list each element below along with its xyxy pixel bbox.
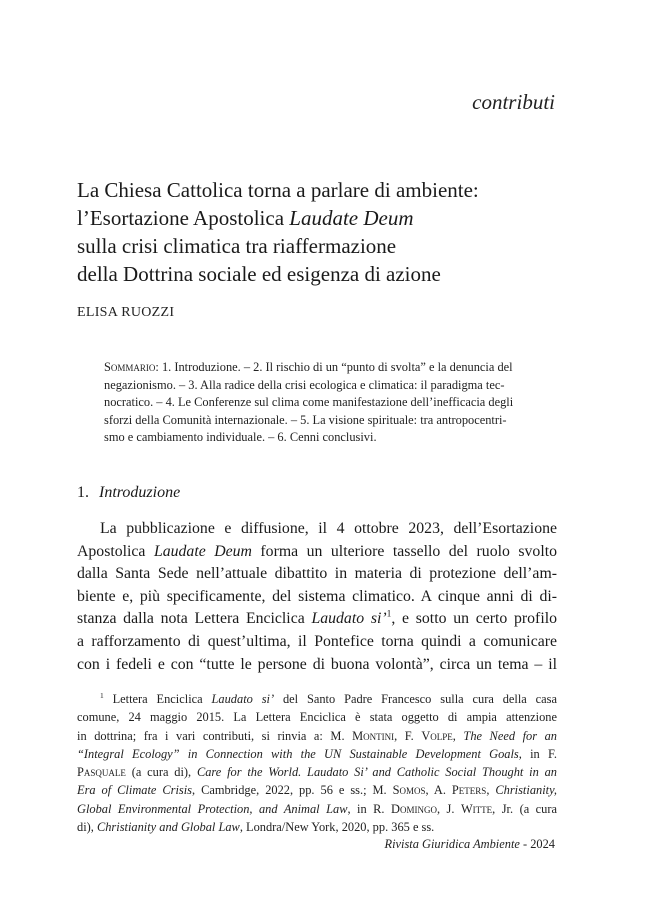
- footnote-text-run: , Cambridge, 2022, pp. 56 e ss.; M.: [192, 783, 393, 798]
- footnote-author-name: Somos: [392, 783, 426, 798]
- footnote-italic-run: Era of Climate Crisis: [77, 783, 192, 798]
- summary-line-5: smo e cambiamento individuale. – 6. Cenni conclusivi.: [104, 430, 377, 445]
- footnote-text-run: , J.: [436, 801, 461, 816]
- footnote-text-run: del Santo Padre Francesco sulla cura della casa: [274, 692, 557, 706]
- footer-separator: -: [519, 837, 531, 851]
- footnote-line-6: [77, 781, 557, 799]
- footnote-text-run: ,: [452, 728, 464, 743]
- footnote-italic-run: Laudato si’: [211, 692, 275, 706]
- footnote-line-3: [77, 727, 557, 745]
- footnote-text-run: , in R.: [347, 801, 392, 816]
- footnote-line-5: [77, 763, 557, 781]
- body-paragraph: [77, 518, 557, 676]
- body-line-3: dalla Santa Sede nell’attuale dibattito in materia di protezione dell’am-: [77, 565, 557, 583]
- title-line-3: sulla crisi climatica tra riaffermazione: [77, 234, 397, 258]
- body-line-6: a rafforzamento di quest’ultima, il Pontefice torna quindi a comunicare: [77, 632, 557, 650]
- footnote-text-run: di),: [77, 820, 97, 835]
- footnote-ref-1[interactable]: 1: [386, 610, 392, 621]
- footnote-author-name: Volpe: [421, 728, 453, 743]
- title-line-1: La Chiesa Cattolica torna a parlare di ambiente:: [77, 178, 479, 202]
- footnote-text-run: , Jr. (a cura: [492, 801, 557, 816]
- title-line-2-text: l’Esortazione Apostolica: [77, 206, 290, 230]
- summary-line-1-text: 1. Introduzione. – 2. Il rischio di un “punto di svolta” e la denuncia del: [158, 360, 513, 374]
- running-footer: [385, 837, 555, 852]
- summary-line-2: negazionismo. – 3. Alla radice della crisi ecologica e climatica: il paradigma tec-: [104, 377, 505, 392]
- footnote-author-name: Peters: [451, 783, 487, 798]
- summary-line-4: sforzi della Comunità internazionale. – 5. La visione spirituale: tra antropocentri-: [104, 412, 507, 427]
- footnote-text-run: (a cura di),: [125, 765, 197, 780]
- body-line-2: [77, 541, 557, 564]
- footnote-marker: 1: [100, 690, 104, 700]
- footnote-text-run: in F.: [521, 746, 557, 761]
- footnote-text-run: , F.: [394, 728, 422, 743]
- section-heading: [77, 484, 180, 502]
- body-text-run: , e sotto un certo profilo: [391, 610, 557, 628]
- footnote-text-run: Lettera Enciclica: [103, 692, 212, 706]
- title-work-name: Laudate Deum: [289, 206, 414, 230]
- body-line-4: biente e, più specificamente, del sistema climatico. A cinque anni di di-: [77, 587, 557, 605]
- journal-year: 2024: [530, 837, 555, 851]
- title-line-2: [77, 204, 597, 232]
- footnote-text-run: ,: [486, 783, 496, 798]
- body-italic-run: Laudato si’: [311, 610, 387, 628]
- summary-block: [104, 359, 555, 447]
- body-text-run: forma un ulteriore tassello del ruolo svolto: [251, 542, 557, 560]
- footnote-text-run: , Londra/New York, 2020, pp. 365 e ss.: [239, 820, 435, 835]
- footnote-line-2: comune, 24 maggio 2015. La Lettera Enciclica è stata oggetto di ampia attenzione: [77, 710, 557, 725]
- body-line-1: La pubblicazione e diffusione, il 4 ottobre 2023, dell’Esortazione: [100, 520, 557, 537]
- footnote-line-4: [77, 745, 557, 763]
- author-name: ELISA RUOZZI: [77, 305, 175, 320]
- footnote-author-name: Montini: [352, 728, 395, 743]
- footnote-italic-run: Christianity,: [495, 783, 558, 798]
- body-text-run: Apostolica: [77, 542, 154, 560]
- section-number: 1.: [77, 484, 89, 501]
- article-title: [77, 176, 597, 288]
- summary-label: Sommario:: [104, 360, 159, 374]
- body-italic-run: Laudate Deum: [153, 542, 252, 560]
- summary-line-3: nocratico. – 4. Le Conferenze sul clima come manifestazione dell’inefficacia degli: [104, 395, 514, 410]
- footnote-text-run: in dottrina; fra i vari contributi, si rinvia a: M.: [77, 728, 353, 743]
- footnote-italic-run: The Need for an: [463, 728, 557, 743]
- title-line-4: della Dottrina sociale ed esigenza di azione: [77, 262, 441, 286]
- footnote-author-name: Domingo: [391, 801, 437, 816]
- footnote-italic-run: Global Environmental Protection, and Animal Law: [77, 801, 348, 816]
- footnote-italic-run: Christianity and Global Law: [96, 820, 240, 835]
- footnote-line-1: [77, 690, 557, 708]
- body-line-5: [77, 608, 557, 631]
- section-label: contributi: [472, 90, 555, 114]
- body-text-run: stanza dalla nota Lettera Enciclica: [77, 610, 312, 628]
- footnote-line-8: [77, 818, 557, 836]
- footnote-author-name: Witte: [460, 801, 493, 816]
- journal-name: Rivista Giuridica Ambiente: [384, 837, 520, 851]
- footnote-italic-run: “Integral Ecology” in Connection with the UN Sustainable Development Goals,: [77, 746, 522, 761]
- footnote-block: [77, 690, 557, 836]
- footnote-text-run: , A.: [425, 783, 452, 798]
- body-line-7: con i fedeli e con “tutte le persone di buona volontà”, circa un tema – il: [77, 655, 557, 673]
- footnote-author-name: Pasquale: [77, 765, 126, 780]
- footnote-italic-run: Care for the World. Laudato Si’ and Catholic Social Thought in an: [196, 765, 558, 780]
- section-title: Introduzione: [99, 484, 181, 501]
- footnote-line-7: [77, 800, 557, 818]
- summary-line-1: [104, 359, 555, 377]
